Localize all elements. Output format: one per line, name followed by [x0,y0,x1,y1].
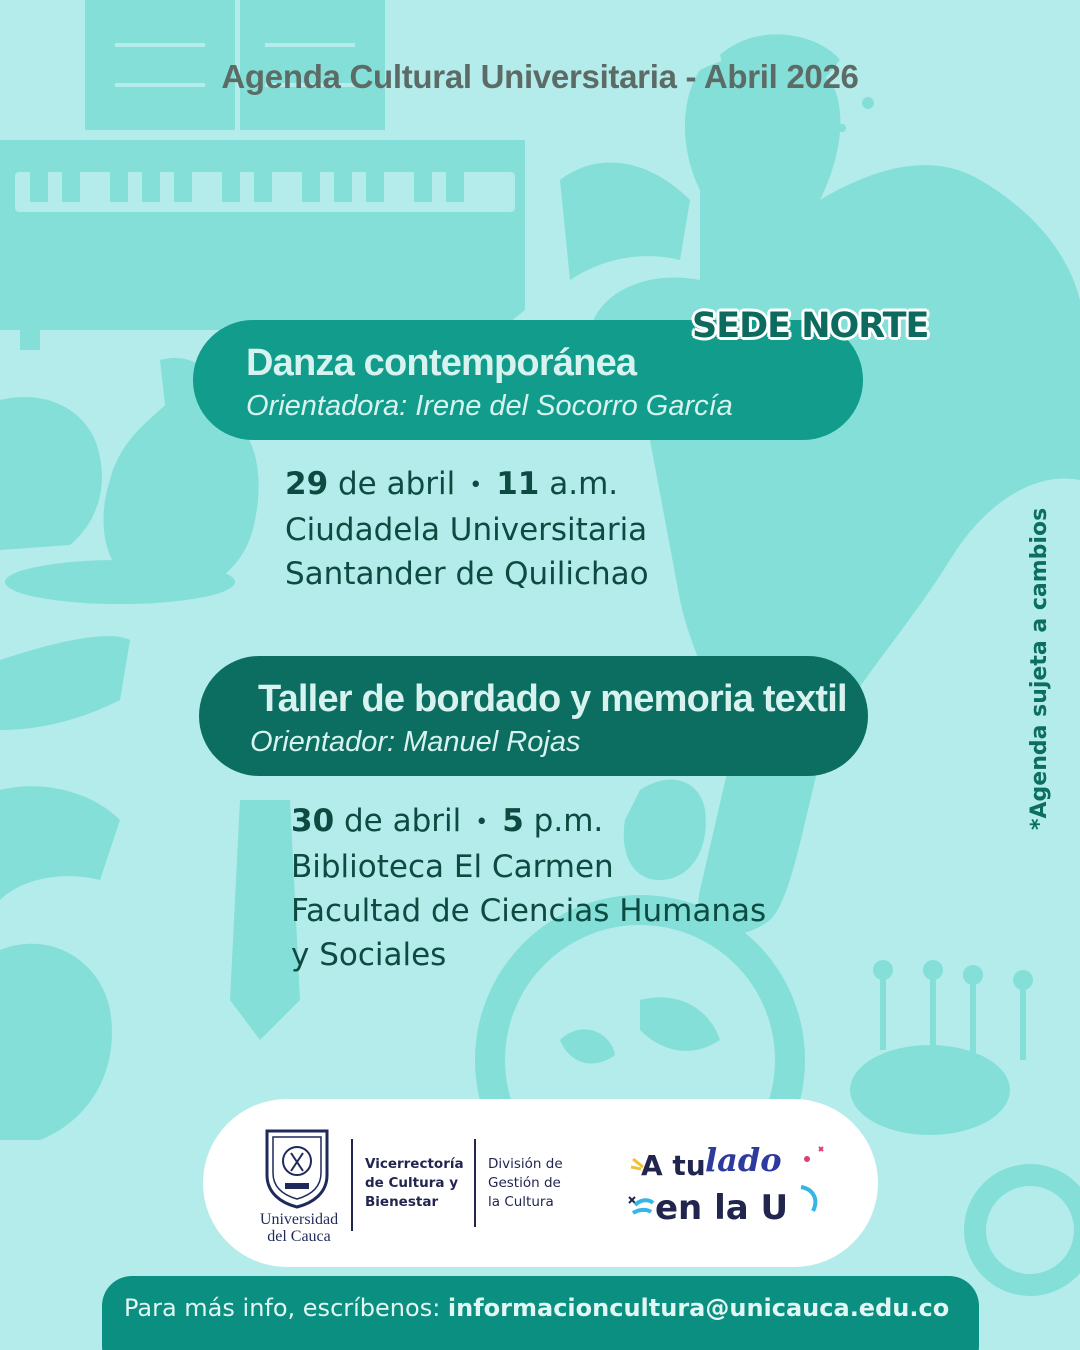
division-line: División de [488,1156,563,1172]
event-details-1 [285,462,649,596]
footer-prefix: Para más info, escríbenos: [124,1294,441,1322]
event-location-line: y Sociales [291,936,447,973]
division-label [488,1155,563,1212]
university-name-line: Universidad [259,1211,339,1228]
page-title: Agenda Cultural Universitaria - Abril 2026 [221,58,859,95]
event-hour: 5 [502,803,524,839]
event-datetime [291,799,766,845]
event-details-2 [291,799,766,977]
event-month: de abril [344,803,462,839]
logos-bar [203,1099,878,1267]
footer-text [124,1294,949,1322]
event-period: a.m. [549,466,619,502]
event-datetime [285,462,649,508]
university-crest-icon [261,1125,333,1209]
event-title: Danza contemporánea [246,342,637,384]
campus-badge: SEDE NORTE [692,306,929,346]
event-location-line: Ciudadela Universitaria [285,511,648,548]
event-instructor: Orientador: Manuel Rojas [250,726,581,758]
separator-dot: • [475,809,489,835]
schedule-disclaimer: *Agenda sujeta a cambios [1027,507,1052,830]
event-header-2 [199,656,868,776]
vicerrectoria-label [365,1155,464,1212]
divider [474,1139,476,1227]
university-name [249,1211,349,1245]
brand-text-lado: lado [705,1141,782,1179]
contact-email[interactable]: informacioncultura@unicauca.edu.co [447,1294,950,1322]
division-line: Gestión de [488,1175,561,1191]
brand-text-a-tu: A tu [641,1149,706,1182]
footer-bar [102,1276,979,1350]
event-instructor: Orientadora: Irene del Socorro García [246,390,733,422]
separator-dot: • [469,472,483,498]
a-tu-lado-brand-logo [623,1137,833,1232]
vicerrectoria-line: Vicerrectoría [365,1156,464,1172]
divider [351,1139,353,1231]
event-location-line: Facultad de Ciencias Humanas [291,892,767,929]
event-title: Taller de bordado y memoria textil [258,678,847,720]
university-name-line: del Cauca [267,1228,331,1245]
vicerrectoria-line: Bienestar [365,1194,439,1210]
event-hour: 11 [496,466,540,502]
event-location-line: Santander de Quilichao [285,555,649,592]
event-month: de abril [338,466,456,502]
event-day: 29 [285,466,329,502]
event-day: 30 [291,803,335,839]
division-line: la Cultura [488,1194,554,1210]
event-location-line: Biblioteca El Carmen [291,848,614,885]
vicerrectoria-line: de Cultura y [365,1175,458,1191]
brand-text-en-la-u: en la U [655,1188,789,1228]
event-period: p.m. [533,803,604,839]
